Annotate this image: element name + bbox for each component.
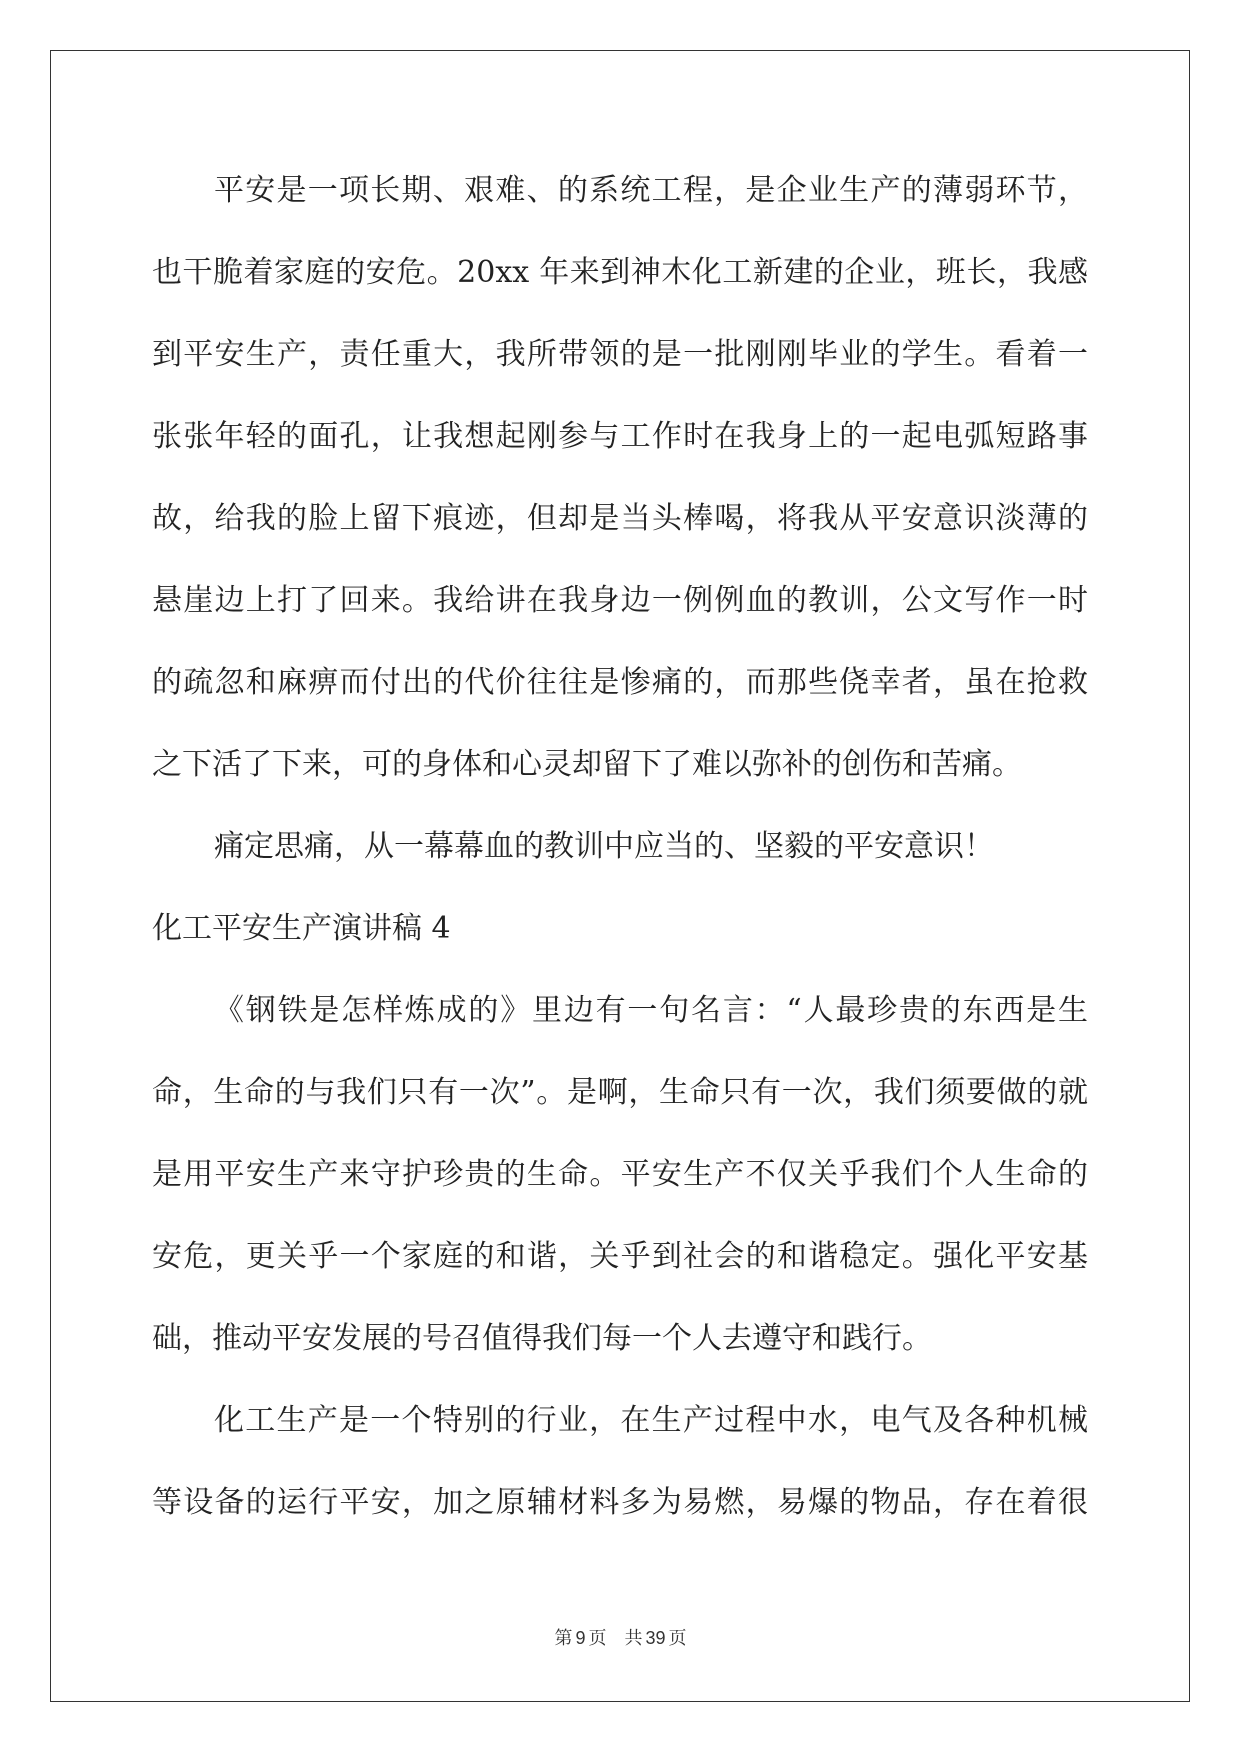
section-heading: 化工平安生产演讲稿 4: [152, 911, 451, 946]
paragraph-line: 之下活了下来，可的身体和心灵却留下了难以弥补的创伤和苦痛。: [152, 747, 1022, 782]
paragraph-line: 也干脆着家庭的安危。20xx 年来到神木化工新建的企业，班长，我感: [152, 255, 1088, 290]
paragraph-line: 平安是一项长期、艰难、的系统工程，是企业生产的薄弱环节，: [214, 173, 1088, 208]
paragraph-line: 是用平安生产来守护珍贵的生命。平安生产不仅关乎我们个人生命的: [152, 1157, 1088, 1192]
paragraph-line: 化工生产是一个特别的行业，在生产过程中水，电气及各种机械: [214, 1403, 1088, 1438]
paragraph-line: 等设备的运行平安，加之原辅材料多为易燃，易爆的物品，存在着很: [152, 1485, 1088, 1520]
paragraph-line: 故，给我的脸上留下痕迹，但却是当头棒喝，将我从平安意识淡薄的: [152, 501, 1088, 536]
page-footer: [0, 1624, 1241, 1650]
paragraph-line: 《钢铁是怎样炼成的》里边有一句名言：“人最珍贵的东西是生: [214, 993, 1088, 1028]
paragraph-line: 的疏忽和麻痹而付出的代价往往是惨痛的，而那些侥幸者，虽在抢救: [152, 665, 1088, 700]
footer-prefix: 第: [554, 1628, 573, 1649]
paragraph-line: 命，生命的与我们只有一次”。是啊，生命只有一次，我们须要做的就: [152, 1075, 1088, 1110]
paragraph-line: 安危，更关乎一个家庭的和谐，关乎到社会的和谐稳定。强化平安基: [152, 1239, 1088, 1274]
footer-total-pages: 39: [645, 1628, 666, 1648]
paragraph-line: 到平安生产，责任重大，我所带领的是一批刚刚毕业的学生。看着一: [152, 337, 1088, 372]
paragraph-line: 础，推动平安发展的号召值得我们每一个人去遵守和践行。: [152, 1321, 932, 1356]
footer-total-suffix: 页: [668, 1628, 687, 1649]
footer-page-number: 9: [575, 1628, 586, 1648]
paragraph-line: 痛定思痛，从一幕幕血的教训中应当的、坚毅的平安意识！: [214, 829, 994, 864]
document-body: [152, 150, 1088, 1544]
paragraph-line: 悬崖边上打了回来。我给讲在我身边一例例血的教训，公文写作一时: [152, 583, 1088, 618]
footer-total-prefix: 共: [624, 1628, 643, 1649]
paragraph-line: 张张年轻的面孔，让我想起刚参与工作时在我身上的一起电弧短路事: [152, 419, 1088, 454]
footer-page-suffix: 页: [588, 1628, 607, 1649]
